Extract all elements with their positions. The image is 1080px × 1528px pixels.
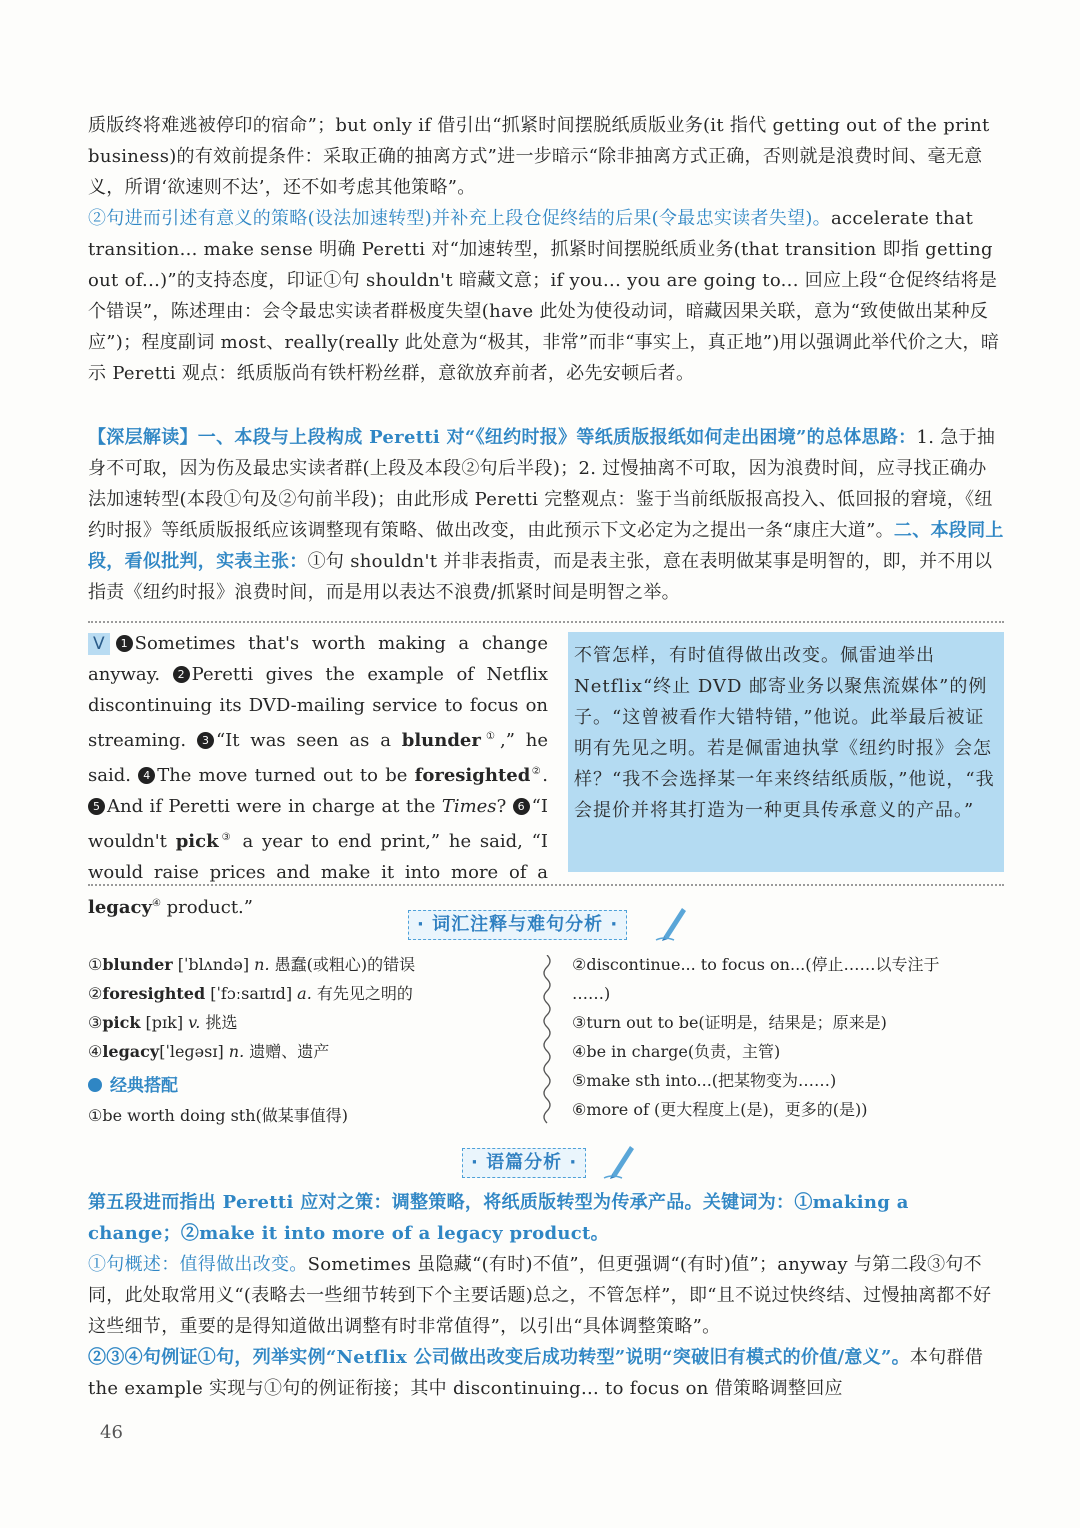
commentary-para-1: 质版终将难逃被停印的宿命”；but only if 借引出“抓紧时间摆脱纸质版业务(it 指代 getting out of the print business)的有效前提条件：采取正确的抽离方式”进一步暗示“除非抽离方式正确，否则就是浪费时间、毫无意义，所谓‘欲速则不达’，还不如考虑其他策略”。 [88, 115, 990, 198]
sentence-6c: product.” [160, 897, 253, 918]
vocab-word: legacy [102, 1042, 160, 1061]
english-passage [88, 628, 548, 923]
discourse-summary: 第五段进而指出 Peretti 应对之策：调整策略，将纸质版转型为传承产品。关键词为：①making a change；②make it into more of a legacy product。 [88, 1192, 909, 1244]
footnote-3: ③ [218, 832, 234, 843]
commentary-para-2-body: accelerate that transition... make sense 明确 Peretti 对“加速转型，抓紧时间摆脱纸质业务(that transition 即指 getting out of...)”的支持态度，印证①句 shouldn't 暗藏文意；if you... you are going to... 回应上段“仓促终结将是个错误”，陈述理由：会令最忠实读者群极度失望(have 此处为使役动词，暗藏因果关联，意为“致使做出某种反应”)；程度副词 most、really(really 此处意为“极其，非常”而非“事实上，真正地”)用以强调此举代价之大，暗示 Peretti 观点：纸质版尚有铁杆粉丝群，意欲放弃前者，必先安顿后者。 [88, 208, 1000, 384]
sentence-marker-1: 1 [116, 635, 133, 652]
bullet-icon [88, 1078, 102, 1092]
collocation-heading: 经典搭配 [88, 1072, 538, 1101]
vocab-section-title: · 词汇注释与难句分析 · [408, 910, 627, 940]
sentence-1: Sometimes that's worth making a change anyway. [88, 633, 548, 685]
vocab-word: blunder [102, 955, 173, 974]
passage-top-divider [88, 621, 1004, 623]
keyword-legacy: legacy [88, 897, 152, 918]
vocab-list [88, 950, 538, 1130]
commentary-para-2-heading: ②句进而引述有意义的策略(设法加速转型)并补充上段仓促终结的后果(令最忠实读者失望)。 [88, 208, 831, 229]
sentence-marker-4: 4 [138, 767, 155, 784]
deep-reading-tail: ①句 shouldn't 并非表指责，而是表主张，意在表明做某事是明智的，即，并不用以指责《纽约时报》浪费时间，而是用以表达不浪费/抓紧时间是明智之举。 [88, 551, 993, 603]
keyword-foresighted: foresighted [414, 765, 531, 786]
commentary-para-3 [88, 422, 1004, 608]
analysis-item: ……) [572, 984, 611, 1003]
analysis-item: ⑤make sth into...(把某物变为……) [572, 1071, 837, 1090]
deep-reading-heading-2: 二、本段同上段，看似批判，实表主张： [88, 520, 1004, 572]
sentence-marker-2: 2 [173, 666, 190, 683]
paragraph-number-badge: V [88, 633, 110, 655]
sentence-6b: a year to end print,” he said, “I would raise prices and make it into more of a [88, 831, 548, 883]
sentence-6a: “I wouldn't [88, 796, 548, 852]
vocab-item: ②foresighted [ˈfɔːsaɪtɪd] a. 有先见之明的 [88, 984, 413, 1003]
passage-bottom-divider [88, 884, 1004, 886]
analysis-item: ③turn out to be(证明是，结果是；原来是) [572, 1013, 887, 1032]
sentence-3a: “It was seen as a [215, 730, 402, 751]
deep-reading-heading: 【深层解读】一、本段与上段构成 Peretti 对“《纽约时报》等纸质版报纸如何走出困境”的总体思路： [88, 427, 917, 448]
vocab-item: ③pick [pɪk] v. 挑选 [88, 1013, 238, 1032]
discourse-para-2-body: 本句群借 the example 实现与①句的例证衔接；其中 discontinuing... to focus on 借策略调整回应 [88, 1347, 984, 1399]
footnote-4: ④ [151, 898, 161, 909]
vocab-item: ①blunder [ˈblʌndə] n. 愚蠢(或粗心)的错误 [88, 955, 416, 974]
keyword-pick: pick [175, 831, 219, 852]
times-italic: Times [441, 796, 497, 817]
discourse-para-2 [88, 1342, 1004, 1404]
sentence-5b: ? [496, 796, 507, 817]
analysis-item: ②discontinue... to focus on...(停止……以专注于 [572, 955, 940, 974]
discourse-section-title: · 语篇分析 · [462, 1148, 586, 1178]
translation-box [568, 632, 1004, 872]
keyword-blunder: blunder [401, 730, 481, 751]
sentence-4a: The move turned out to be [157, 765, 415, 786]
sentence-marker-5: 5 [88, 798, 105, 815]
sentence-marker-3: 3 [197, 732, 214, 749]
vocab-word: foresighted [102, 984, 206, 1003]
page-number: 46 [100, 1422, 123, 1443]
deep-reading-body: 1. 急于抽身不可取，因为伤及最忠实读者群(上段及本段②句后半段)；2. 过慢抽离不可取，因为浪费时间，应寻找正确办法加速转型(本段①句及②句前半段)；由此形成 Peretti 完整观点：鉴于当前纸版报高投入、低回报的窘境，《纽约时报》等纸质版报纸应该调整现有策略、做出改变，由此预示下文必定为之提出一条“康庄大道”。 [88, 427, 996, 541]
translation-text: 不管怎样，有时值得做出改变。佩雷迪举出Netflix“终止 DVD 邮寄业务以聚焦流媒体”的例子。“这曾被看作大错特错，”他说。此举最后被证明有先见之明。若是佩雷迪执掌《纽约时报》会怎样？“我不会选择某一年来终结纸质版，”他说，“我会提价并将其打造为一种更具传承意义的产品。” [574, 645, 995, 821]
pen-icon [602, 1140, 638, 1180]
collocation-item: ①be worth doing sth(做某事值得) [88, 1106, 348, 1125]
discourse-para-2-heading: ②③④句例证①句，列举实例“Netflix 公司做出改变后成功转型”说明“突破旧有模式的价值/意义”。 [88, 1347, 910, 1368]
vocab-item: ④legacy[ˈleɡəsɪ] n. 遗赠、遗产 [88, 1042, 330, 1061]
analysis-item: ④be in charge(负责，主管) [572, 1042, 781, 1061]
footnote-1: ① [480, 731, 501, 742]
sentence-5a: And if Peretti were in charge at the [107, 796, 442, 817]
sentence-4b: . [542, 765, 548, 786]
sentence-3b: ,” he said. [88, 730, 548, 786]
commentary-para-2 [88, 203, 1004, 389]
analysis-item: ⑥more of (更大程度上(是)，更多的(是)) [572, 1100, 868, 1119]
sentence-marker-6: 6 [513, 798, 530, 815]
discourse-para-1-heading: ①句概述：值得做出改变。 [88, 1254, 308, 1275]
discourse-para-1-body: Sometimes 虽隐藏“(有时)不值”，但更强调“(有时)值”；anyway 与第二段③句不同，此处取常用义“(表略去一些细节转到下个主要话题)总之，不管怎样”，即“且不说过快终结、过慢抽离都不好这些细节，重要的是得知道做出调整有时非常值得”，以引出“具体调整策略”。 [88, 1254, 992, 1337]
sentence-analysis-list [572, 950, 1004, 1124]
pen-icon [654, 902, 690, 942]
footnote-2: ② [530, 766, 543, 777]
wavy-divider [540, 955, 554, 1127]
discourse-para-1 [88, 1249, 1004, 1342]
sentence-2: Peretti gives the example of Netflix discontinuing its DVD-mailing service to focus on streaming. [88, 664, 548, 751]
vocab-word: pick [102, 1013, 141, 1032]
